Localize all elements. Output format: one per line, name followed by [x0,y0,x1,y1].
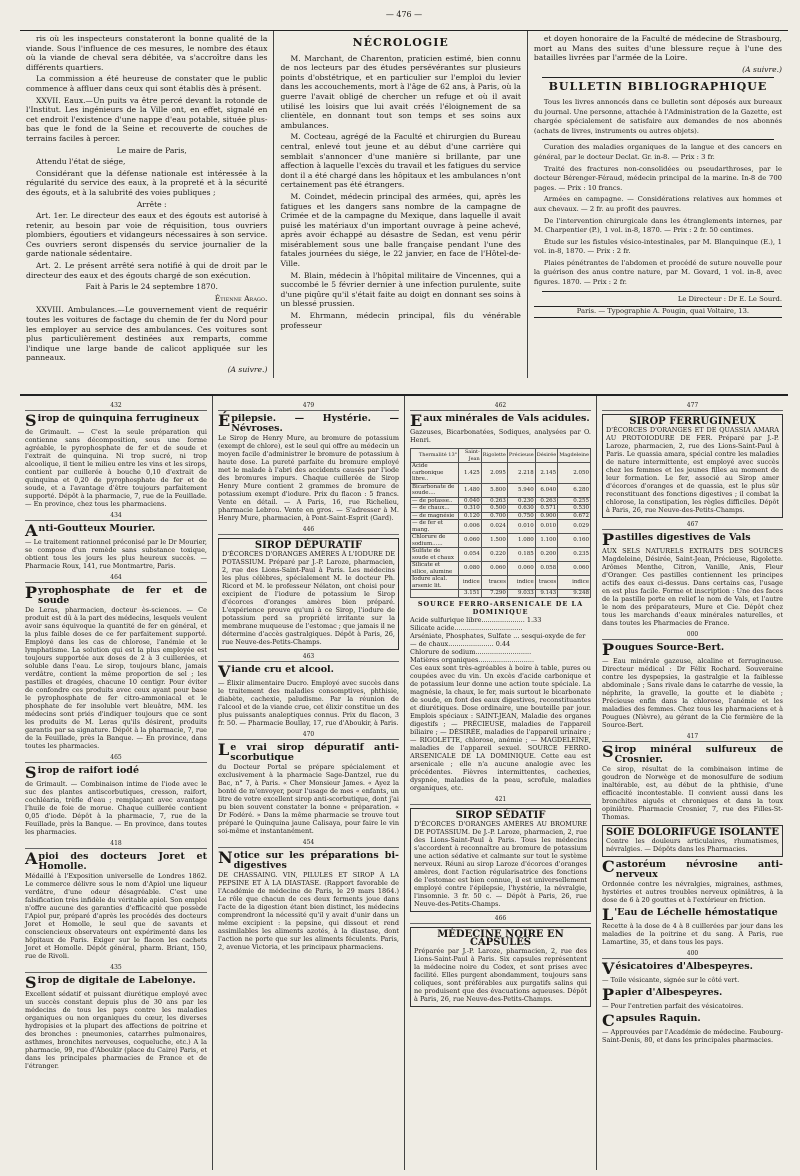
advertisement [602,985,783,1010]
table-row [411,505,591,513]
ad-body: AUX SELS NATURELS EXTRAITS DES SOURCES Magdeleine, Désirée, Saint-Jean, Précieuse, Rigolette. Arômes Menthe, Citron, Vanille, Anis, Fleur d'Oranger. Ces pastilles contiennent les principes actifs des eaux ci-dessus. Dans certains cas, l'usage en est plus facile. Forme et inscription : Une des faces de la pastille porte en relief le nom de Vals, et l'autre le nom des préparateurs, Mure et Cie. Dépôt chez tous les marchands d'eaux minérales naturelles, et dans toutes les Pharmacies de France. [602,547,783,627]
drop-cap: S [602,742,614,761]
table-cell: 0.080 [459,562,482,576]
drop-cap: C [602,1011,615,1030]
table-cell [411,590,459,598]
ad-title-text: apier d'Albespeyres. [615,987,723,998]
advertisement [25,973,207,1070]
paragraph: XXVIII. Ambulances.—Le gouvernement vient de requérir toutes les voitures de factage du chemin de fer du Nord pour les employer au service des ambulances. Ces voitures sont plus particulièrement destinées aux remparts, comme l'indique une large bande de calicot appliquée sur les panneaux. [26,305,268,363]
drop-cap: É [218,411,231,430]
drop-cap: P [602,530,615,549]
ad-number: 464 [25,574,207,583]
table-cell: 0.500 [481,505,507,513]
table-header: Magdeleine [558,449,591,463]
mineral-analysis-table [410,448,591,598]
source-row: Matières organiques........................... [410,655,535,664]
ad-body: Ordonnée contre les névralgies, migraines, asthmes, hystéries et autres troubles nerveux opiniâtres, à la dose de 6 à 20 gouttes et à l'extérieur en friction. [602,880,783,904]
table-row [411,497,591,505]
ad-title [602,857,783,880]
table-cell: 0.054 [459,548,482,562]
advertisement [218,848,399,951]
table-cell: Sulfate de soude et chaux [411,548,459,562]
ad-title [25,763,207,782]
table-cell: 0.900 [535,512,557,520]
paragraph: Considérant que la défense nationale est intéressée à la régularité du service des eaux, à la propreté et à la sécurité des égouts, et à la salubrité des voies publiques ; [26,168,268,197]
ad-body: — Élixir alimentaire Ducro. Employé avec succès dans le traitement des maladies consomptives, phthisie, diabète, cachexie, paludisme. Par la réunion de l'alcool et de la viande crue, cet élixir constitue un des plus puissants analeptiques connus. Prix du flacon, 3 fr. 50. — Pharmacie Boullay, 17, rue d'Aboukir, à Paris. [218,679,399,727]
ad-box [410,927,591,1007]
paragraph: Art. 1er. Le directeur des eaux et des égouts est autorisé à retenir, au besoin par voie de réquisition, tous ouvriers plombiers, égoutiers et vidangeurs nécessaires à son service. Ces ouvriers seront dispensés du service journalier de la garde nationale sédentaire. [26,211,268,259]
section-title: BULLETIN BIBLIOGRAPHIQUE [548,80,768,94]
advertisement [218,662,399,727]
paragraph: La commission a été heureuse de constater que le public commence à affluer dans ceux qui sont établis dès à présent. [26,74,268,93]
ad-number: 479 [218,402,399,411]
ad-title [602,905,783,924]
table-cell: 0.024 [481,520,507,534]
table-cell: 9.143 [535,590,557,598]
advertisement [602,640,783,729]
table-cell: 9.248 [558,590,591,598]
table-cell: Chlorure de sodium...... [411,534,459,548]
table-cell: 0.060 [558,562,591,576]
source-row: — de chaux...................... 0.44 [410,639,511,648]
ad-title: MÉDECINE NOIRE EN CAPSULES [437,928,564,948]
table-header: Saint-Jean [459,449,482,463]
table-cell: 0.235 [558,548,591,562]
ad-body: — Pour l'entretien parfait des vésicatoires. [602,1002,744,1010]
table-cell: traces [481,576,507,590]
drop-cap: P [25,583,38,602]
table-cell: 0.060 [459,534,482,548]
column-report [20,31,273,378]
ad-column [212,396,404,1170]
table-cell: 2.095 [481,463,507,484]
table-cell: 0.672 [558,512,591,520]
book-entry: Plaies pénétrantes de l'abdomen et procédé de suture nouvelle pour la guérison des anus contre nature, par M. Govard, 1 vol. in-8, avec figures. 1870. — Prix : 2 fr. [533,258,782,287]
table-cell: 0.200 [535,548,557,562]
ad-title [25,521,207,540]
table-cell: 0.006 [459,520,482,534]
ad-body: D'ÉCORCES D'ORANGES ET DE QUASSIA AMARA AU PROTOIODURE DE FER. Préparé par J.-P. Laroze, pharmacien, 2, rue des Lions-Saint-Paul à Paris. Le quassia amara, spécial contre les maladies de nature intermittente, est employé avec succès chez les femmes et les jeunes filles au moment de leur formation. Le fer, associé au Sirop amer d'écorces d'oranges et de quassia, est le plus sûr reconstituant des fonctions digestives ; il combat la chlorose, la constipation, les règles difficiles. Dépôt à Paris, 26, rue Neuve-des-Petits-Champs. [606,426,779,514]
ad-title [218,662,399,681]
advertisement [602,530,783,627]
ad-box [410,808,591,912]
ad-title-text: irop de quinquina ferrugineux [37,413,199,424]
table-cell: 0.010 [507,520,535,534]
ad-title [218,740,399,763]
table-cell: Acide carbonique libre.. [411,463,459,484]
table-cell: 0.750 [507,512,535,520]
ad-title-text: yrophosphate de fer et de soude [38,585,207,606]
ad-title-text: pioi des docteurs Joret et Homolle. [38,851,207,872]
paragraph: Le maire de Paris, [116,145,187,155]
ad-number: 417 [602,733,783,742]
table-cell: 0.571 [535,505,557,513]
ad-title-text: 'Eau de Léchelle hémostatique [614,907,778,918]
paragraph: Tous les livres annoncés dans ce bulletin sont déposés aux bureaux du journal. Une personne, attachée à l'Administration de la Gazette, est chargée spécialement de satisfaire aux demandes de nos abonnés (achats de livres, instruments ou autres objets). [533,97,782,135]
ad-number: 466 [410,915,591,924]
ad-number: 477 [602,402,783,411]
ad-body: Contre les douleurs articulaires, rhumatismes, névralgies. — Dépôts dans les Pharmacies. [606,837,779,853]
advertisements-section [20,394,788,1170]
ad-body: D'ÉCORCES D'ORANGES AMÈRES AU BROMURE DE POTASSIUM. De J.-P. Laroze, pharmacien, 2, rue des Lions-Saint-Paul à Paris. Tous les médecins s'accordent à reconnaître au bromure de potassium une action sédative et calmante sur tout le système nerveux. Réuni au sirop Laroze d'écorces d'oranges amères, dont l'action régularisatrice des fonctions de l'estomac est bien connue, il est universellement employé contre l'épilepsie, l'hystérie, la névralgie, l'insomnie. 3 fr. 50 c. — Dépôt à Paris, 26, rue Neuve-des-Petits-Champs. [414,819,587,908]
table-cell: 6.040 [535,483,557,497]
ad-title-text: astoréum névrosine anti-nerveux [615,859,783,880]
table-cell: indice [558,576,591,590]
ad-title-text: ougues Source-Bert. [615,642,725,653]
editorial-section [20,30,788,378]
paragraph: Arrête : [136,199,167,209]
ad-body: — Eau minérale gazeuse, alcaline et ferrugineuse. Directeur médical : Dr Félix Rochard. Souveraine contre les dyspepsies, la gastralgie et la faiblesse abdominale ; Sans rivale dans le catarrhe de vessie, la néphrite, la gravelle, la goutte et le diabète ; Précieuse enfin dans la chlorose, l'anémie et les maladies des femmes. Chez tous les pharmaciens et à Pougues (Nièvre), au gérant de la Cie fermière de la Source-Bert. [602,657,783,729]
advertisement [602,857,783,904]
ad-title-text: pilepsie. — Hystérie. — Névroses. [231,413,399,434]
ad-number: 463 [218,653,399,662]
ad-body: Le Sirop de Henry Mure, au bromure de potassium (exempt de chlore), est le seul qui offre au médecin un moyen facile d'administrer le bromure de potassium à haute dose. La pureté parfaite du bromure employé met le malade à l'abri des accidents causés par l'iode des bromures impurs. Chaque cuillerée de Sirop Henry Mure contient 2 grammes de bromure de potassium exempt d'iodure. Prix du flacon : 5 francs. Vente en détail. — A Paris, 16, rue Richelieu, pharmacie Lebrou. Vente en gros. — S'adresser à M. Henry Mure, pharmacien, à Pont-Saint-Esprit (Gard). [218,434,399,522]
ad-number: 434 [25,512,207,521]
column-necrology [273,31,526,378]
ad-body: Ces eaux sont très-agréables à boire à table, pures ou coupées avec du vin. Un excès d'acide carbonique et de potassium leur donne une action toute spéciale. La magnésie, la chaux, le fer, mais surtout le bicarbonate de soude, en font des eaux digestives, reconstituantes et diurétiques. Dose ordinaire, une bouteille par jour. Emplois spéciaux : SAINT-JEAN, Maladie des organes digestifs ; — PRÉCIEUSE, maladies de l'appareil biliaire ; — DÉSIRÉE, maladies de l'appareil urinaire ; — RIGOLETTE, chlorose, anémie ; — MAGDELEINE, maladies de l'appareil sexuel. SOURCE FERRO-ARSENICALE DE LA DOMINIQUE. Cette eau est arsenicale ; elle n'a aucune analogie avec les précédentes. Fièvres intermittentes, cachexies, dyspnée, maladies de la peau, scrofule, maladies organiques, etc. [410,663,591,792]
advertisement [218,740,399,835]
ad-title [602,742,783,765]
newspaper-page [20,10,788,1170]
book-entry: De l'intervention chirurgicale dans les étranglements internes, par M. Charpentier (P.), 1 vol. in-8, 1870. — Prix : 2 fr. 50 centimes. [533,216,782,235]
source-row: Silicate acide................................. [410,623,523,632]
advertisement [602,905,783,946]
table-cell: 5.940 [507,483,535,497]
ad-body: — Approuvées par l'Académie de médecine. Faubourg-Saint-Denis, 80, et dans les principales pharmacies. [602,1028,783,1044]
table-cell: 0.310 [459,505,482,513]
table-cell: — de magnésie [411,512,459,520]
drop-cap: S [25,411,37,430]
table-cell: 0.040 [459,497,482,505]
ad-title [602,985,783,1004]
table-cell: 1.480 [459,483,482,497]
ad-body: D'ÉCORCES D'ORANGES AMÈRES À L'IODURE DE POTASSIUM. Préparé par J.-P. Laroze, pharmacien, 2, rue des Lions-Saint-Paul à Paris. Les médecins les plus célèbres, spécialement M. le docteur Ph. Ricord et M. le professeur Nélaton, ont choisi pour excipient de l'iodure de potassium le Sirop d'écorces d'oranges amères bien préparé. L'expérience prouve qu'uni à ce Sirop, l'iodure de potassium perd sa propriété irritante sur la membrane muqueuse de l'estomac ; que jamais il ne détermine d'accès gastralgiques. Dépôt à Paris, 26, rue Neuve-des-Petits-Champs. [222,550,395,646]
table-cell: Bicarbonate de soude.... [411,483,459,497]
ad-number: 435 [25,964,207,973]
ad-title [602,959,783,978]
ad-number: 400 [602,950,783,959]
advertisement [25,521,207,570]
advertisement [25,763,207,836]
table-header: Thermalité 13° [411,449,459,463]
table-cell: — de chaux... [411,505,459,513]
table-cell: 2.145 [535,463,557,484]
book-entry: Curation des maladies organiques de la langue et des cancers en général, par le docteur Declat. Gr. in-8. — Prix : 3 fr. [533,143,782,161]
column-bibliography [527,31,788,378]
signature: Étienne Arago. [214,293,268,303]
ad-title [218,411,399,434]
table-header: Désirée [535,449,557,463]
table-cell: 1.500 [481,534,507,548]
ad-body: de Grimault. — C'est la seule préparation qui contienne sans décomposition, sous une forme agréable, le pyrophosphate de fer et de soude et l'extrait de quinquina. Ni trop sucré, ni trop alcoolique, il tient le milieu entre les vins et les sirops, contient par cuillerée à bouche 0,10 d'extrait de quinquina et 0,20 de pyrophosphate de fer et de soude, et a l'avantage d'être toujours parfaitement supporté. Dépôt à la pharmacie, 7, rue de la Feuillade. — En province, chez tous les pharmaciens. [25,428,207,508]
ad-title-text: astilles digestives de Vals [615,532,751,543]
ad-box [218,538,399,650]
ad-title [602,530,783,549]
divider [542,139,774,140]
ad-body: Excellent sédatif et puissant diurétique employé avec un succès constant depuis plus de 30 ans par les médecins de tous les pays contre les maladies organiques ou non organiques du cœur, les diverses hydropisies et la plupart des affections de poitrine et des bronches : pneumonies, catarrhes pulmonaires, asthmes, bronchites nerveuses, coqueluche, etc.) A la pharmacie, 99, rue d'Aboukir (place du Caire) Paris, et dans les principales pharmacies de France et de l'étranger. [25,990,207,1070]
table-cell: — de fer et mang. [411,520,459,534]
paragraph: et doyen honoraire de la Faculté de médecine de Strasbourg, mort au Mans des suites d'une blessure reçue à l'une des batailles livrées par l'armée de la Loire. [533,34,782,63]
paragraph: M. Cocteau, agrégé de la Faculté et chirurgien du Bureau central, enlevé tout jeune et au début d'une carrière qui semblait s'annoncer d'une manière si brillante, par une affection à laquelle l'excès du travail et les fatigues du service dont il a été chargé dans les hôpitaux et les ambulances n'ont certainement pas été étrangers. [280,132,521,190]
drop-cap: P [602,985,615,1004]
table-cell: 0.185 [507,548,535,562]
ad-title [25,411,207,430]
table-cell: 0.120 [459,512,482,520]
drop-cap: A [25,521,38,540]
book-entry: Traité des fractures non-consolidées ou pseudarthroses, par le docteur Bérenger-Féraud, médecin principal de la marine. In-8 de 700 pages. — Prix : 10 francs. [533,164,782,192]
table-cell: 0.700 [481,512,507,520]
table-cell: 0.530 [558,505,591,513]
ad-title-text: iande cru et alcool. [231,664,334,675]
advertisement [602,742,783,821]
table-cell: 5.800 [481,483,507,497]
ad-title-text: aux minérales de Vals acidules. [423,413,590,424]
ad-column [596,396,788,1170]
advertisement [25,849,207,960]
ad-number: 432 [25,402,207,411]
imprint: Paris. — Typographie A. Pougin, quai Voltaire, 13. [534,306,782,318]
table-cell: 6.280 [558,483,591,497]
paragraph: M. Blain, médecin à l'hôpital militaire de Vincennes, qui a succombé le 5 février dernier à une infection purulente, suite d'une piqûre qu'il s'était faite au doigt en donnant ses soins à un blessé prussien. [280,270,521,309]
table-cell: 3.151 [459,590,482,598]
ad-number: 454 [218,839,399,848]
ad-number: 418 [25,840,207,849]
ad-body: Préparée par J.-P. Laroze, pharmacien, 2, rue des Lions-Saint-Paul à Paris. Six capsules représentent la médecine noire du Codex, et sont prises avec facilité. Elles purgent abondamment, toujours sans coliques, sont préférables aux purgatifs salins qui ne produisent que des évacuations aqueuses. Dépôt à Paris, 26, rue Neuve-des-Petits-Champs. [414,946,587,1003]
advertisement [602,959,783,984]
advertisement [410,664,591,792]
divider [542,77,774,78]
ad-title-text: irop de raifort iodé [37,765,139,776]
table-cell: 9.033 [507,590,535,598]
table-header: Précieuse [507,449,535,463]
table-cell: — de potasse.. [411,497,459,505]
table-cell: traces [535,576,557,590]
source-title: SOURCE FERRO-ARSENICALE DE LA DOMINIQUE [417,599,584,616]
ad-title [602,640,783,659]
ad-body: DE CHASSAING. VIN, PILULES ET SIROP À LA PEPSINE ET À LA DIASTASE. (Rapport favorable de l'Académie de médecine de Paris, le 29 mars 1864.) Le rôle que chacun de ces deux ferments joue dans l'acte de la digestion étant bien distinct, les médecins comprendront la nécessité qu'il y avait d'unir dans un même excipient : la pepsine, qui dissout et rend assimilables les aliments azotés, à la diastase, dont l'action ne porte que sur les aliments féculents. Paris, 2, avenue Victoria, et les principaux pharmaciens. [218,871,399,951]
ad-number: 446 [218,526,399,535]
drop-cap: V [218,662,231,681]
to-be-continued: (A suivre.) [742,64,782,74]
ad-title [25,849,207,872]
ad-body: du Docteur Portal se prépare spécialement et exclusivement à la pharmacie Sage-Dantzel, rue du Bac, n° 7, à Paris. « Cher Monsieur James. « Ayez la bonté de m'envoyer, pour l'usage de mes « enfants, un litre de votre excellent sirop anti-scorbutique, dont j'ai pu bien souvent constater la bonne « préparation. « Dr Fodéré. » Dans la même pharmacie se trouve tout préparé le Quinquina jaune Calisaya, pour faire le vin soi-même et instantanément. [218,763,399,835]
ad-box [602,825,783,857]
ad-number: 462 [410,402,591,411]
drop-cap: S [25,763,37,782]
table-cell: 2.050 [558,463,591,484]
ad-number: 467 [602,521,783,530]
table-cell: 0.263 [535,497,557,505]
advertisement [25,411,207,508]
table-row [411,463,591,484]
table-cell: 0.255 [558,497,591,505]
table-cell: 0.029 [558,520,591,534]
drop-cap: C [602,857,615,876]
ad-body: de Grimault. — Combinaison intime de l'iode avec le suc des plantes antiscorbutiques, cresson, raifort, cochléaria, trèfle d'eau ; remplaçant avec avantage l'huile de foie de morue. Chaque cuillerée contient 0,05 d'iode. Dépôt à la pharmacie, 7, rue de la Feuillade, près la Banque. — En province, dans toutes les pharmacies. [25,780,207,836]
ad-title-text: irop de digitale de Labelonye. [37,975,196,986]
drop-cap: N [218,848,233,867]
ad-title-text: apsules Raquin. [615,1013,701,1024]
table-cell: 0.160 [558,534,591,548]
paragraph: M. Coindet, médecin principal des armées, qui, après les fatigues et les dangers sans nombre de la campagne de Crimée et de la campagne du Mexique, dans laquelle il avait puisé les matériaux d'un important ouvrage à peine achevé, après avoir échappé au désastre de Sedan, est venu périr misérablement sous une balle française pendant l'une des fatales journées du siége, le 22 janvier, en face de l'Hôtel-de-Ville. [280,191,521,269]
drop-cap: L [602,905,614,924]
ad-title [602,1011,783,1030]
drop-cap: V [602,959,615,978]
ad-title: SOIE DOLORIFUGE ISOLANTE [606,827,779,838]
ad-title-text: ésicatoires d'Albespeyres. [615,961,753,972]
ad-title: SIROP FERRUGINEUX [629,416,756,427]
table-row [411,534,591,548]
table-cell: 7.290 [481,590,507,598]
ad-number: 421 [410,796,591,805]
ad-title-text: nti-Goutteux Mourier. [38,523,156,534]
advertisement [218,411,399,522]
drop-cap: A [25,849,38,868]
ad-title: SIROP SÉDATIF [455,809,546,821]
table-cell: 0.010 [535,520,557,534]
table-cell: 0.060 [507,562,535,576]
table-cell: Silicate et silice, alumine [411,562,459,576]
table-row [411,483,591,497]
ad-column [404,396,596,1170]
drop-cap: S [25,973,37,992]
table-cell: Iodure alcal. arsenic lit. [411,576,459,590]
table-cell: 0.230 [507,497,535,505]
divider [542,291,774,292]
table-cell: 1.425 [459,463,482,484]
advertisement [602,1011,783,1044]
table-cell: indice [459,576,482,590]
page-number: — 476 — [385,10,423,19]
table-cell: 0.060 [481,562,507,576]
ad-body: Recette à la dose de 4 à 8 cuillerées par jour dans les maladies de la poitrine et du sang. A Paris, rue Lamartine, 35, et dans tous les pays. [602,922,783,946]
source-row: Chlorure de sodium........................... [410,647,532,656]
ad-body: Ce sirop, résultat de la combinaison intime de goudron de Norwège et de monosulfure de sodium inaltérable, est, au début de la phthisie, d'une efficacité incontestable. Il convient aussi dans les bronchites aiguës et chroniques et dans la toux opiniâtre. Pharmacie Crosnier, 7, rue des Filles-St-Thomas. [602,765,783,821]
ad-body: — Toile vésicante, signée sur le côté vert. [602,976,740,984]
table-row [411,562,591,576]
paragraph: Fait à Paris le 24 septembre 1870. [85,282,218,292]
drop-cap: E [410,411,423,430]
ad-title [25,583,207,606]
ad-body: Médaillé à l'Exposition universelle de Londres 1862. Le commerce délivre sous le nom d'Apiol une liqueur verdâtre, d'une odeur désagréable. C'est une falsification très infidèle du véritable apiol. Son emploi n'offre aucune des garanties d'efficacité que possède l'Apiol pur, préparé d'après les procédés des docteurs Joret et Homolle, le seul que de savants et consciencieux observateurs ont expérimenté dans les hôpitaux de Paris. Exiger sur le flacon les cachets Joret et Homolle. Dépôt général, pharm. Briant, 150, rue de Rivoli. [25,872,207,960]
drop-cap: P [602,640,615,659]
book-entry: Étude sur les fistules vésico-intestinales, par M. Blanquinque (E.), 1 vol. in-8, 1870. — Prix : 2 fr. [533,237,782,256]
ad-box [602,414,783,518]
ad-number: 000 [602,631,783,640]
table-row [411,548,591,562]
to-be-continued: (A suivre.) [227,365,268,374]
table-cell: 1.100 [535,534,557,548]
ad-column [20,396,212,1170]
ad-title-text: irop minéral sulfureux de Crosnier. [614,744,783,765]
paragraph: Attendu l'état de siége, [36,157,126,167]
drop-cap: L [218,740,230,759]
section-title: NÉCROLOGIE [352,36,449,49]
source-row: Acide sulfurique libre..................... 1.33 [410,615,542,624]
paragraph: Art. 2. Le présent arrêté sera notifié à qui de droit par le directeur des eaux et des égouts chargé de son exécution. [26,261,268,280]
ad-title-text: otice sur les préparations bi-digestives [233,850,399,871]
table-cell: 0.058 [535,562,557,576]
paragraph: ris où les inspecteurs constateront la bonne qualité de la viande. Sous l'influence de ces mesures, le nombre des étaux où la viande de cheval sera débitée, va s'accroître dans les différents quartiers. [26,34,268,72]
ad-title: SIROP DÉPURATIF [254,540,363,551]
ad-number: 465 [25,754,207,763]
ad-body: Gazeuses, Bicarbonatées, Sodiques, analysées par O. Henri. [410,428,591,444]
table-cell: 1.080 [507,534,535,548]
ad-title [410,411,591,430]
paragraph: M. Marchant, de Charenton, praticien estimé, bien connu de nos lecteurs par des études persévérantes sur plusieurs points d'obstétrique, et en particulier sur l'emploi du levier dans les accouchements, mort à l'âge de 62 ans, à Paris, où la guerre l'avait obligé de chercher un refuge et où il avait utilisé les loisirs que lui avait créés l'éloignement de sa clientèle, en donnant tout son temps et ses soins aux ambulances. [280,53,521,130]
table-cell: 2.218 [507,463,535,484]
table-row [411,576,591,590]
ad-body: — Le traitement rationnel préconisé par le Dr Mourier, se compose d'un remède sans substance toxique, obtient tous les jours les plus heureux succès. — Pharmacie Roux, 141, rue Montmartre, Paris. [25,538,207,570]
paragraph: M. Ehrmann, médecin principal, fils du vénérable professeur [280,311,521,330]
table-cell: indice [507,576,535,590]
book-entry: Armées en campagne. — Considérations relatives aux hommes et aux chevaux. — 2 fr. au profit des pauvres. [533,195,782,213]
ad-title [218,848,399,871]
ad-title-text: e vrai sirop dépuratif anti-scorbutique [230,742,399,763]
advertisement [410,411,591,444]
advertisement [25,583,207,750]
paragraph: XXVII. Eaux.—Un puits va être percé devant la rotonde de l'Institut. Les ingénieurs de la Ville ont, en effet, signalé en cet endroit l'existence d'une nappe d'eau potable, située plus-bas que le fond de la Seine et recouverte de couches de terrains faciles à percer. [26,95,268,143]
table-cell: 0.630 [507,505,535,513]
ad-body: De Leras, pharmacien, docteur ès-sciences. — Ce produit est dû à la part des médecins, lesquels veulent avoir sans équivoque la quantité de fer en général, et la plus faible doses de ce fer parfaitement supporté. Employé dans les cas de chlorose, l'anémie et le lymphatisme. La solution qui est la plus employée est toujours supportée aux doses de 2 à 3 cuillerées, et soluble dans l'eau. Le sirop, toujours blanc, jamais verdâtre, contient la même proportion de sel ; les pastilles et dragées, chacune 10 centigr. Pour éviter de confondre ces produits avec ceux ayant pour base le pyrophosphate de fer citro-ammoniacal et le phosphate de fer insoluble vert bleuâtre, MM. les médecins sont priés d'indiquer toujours que ce sont les produits de M. Leras qu'ils désirent, produits garantis par sa signature. Dépôt à la pharmacie, 7, rue de la Feuillade, près la Banque. — En province, dans toutes les pharmacies. [25,606,207,750]
table-row [411,520,591,534]
director: Le Directeur : Dr E. Le Sourd. [677,294,782,303]
table-cell: 0.220 [481,548,507,562]
ad-number: 470 [218,731,399,740]
source-row: Arséniate, Phosphates, Sulfate ... sesqui-oxyde de fer [410,631,586,640]
table-row [411,590,591,598]
table-row [411,512,591,520]
ad-title [25,973,207,992]
table-cell: 0.263 [481,497,507,505]
table-header: Rigolette [481,449,507,463]
